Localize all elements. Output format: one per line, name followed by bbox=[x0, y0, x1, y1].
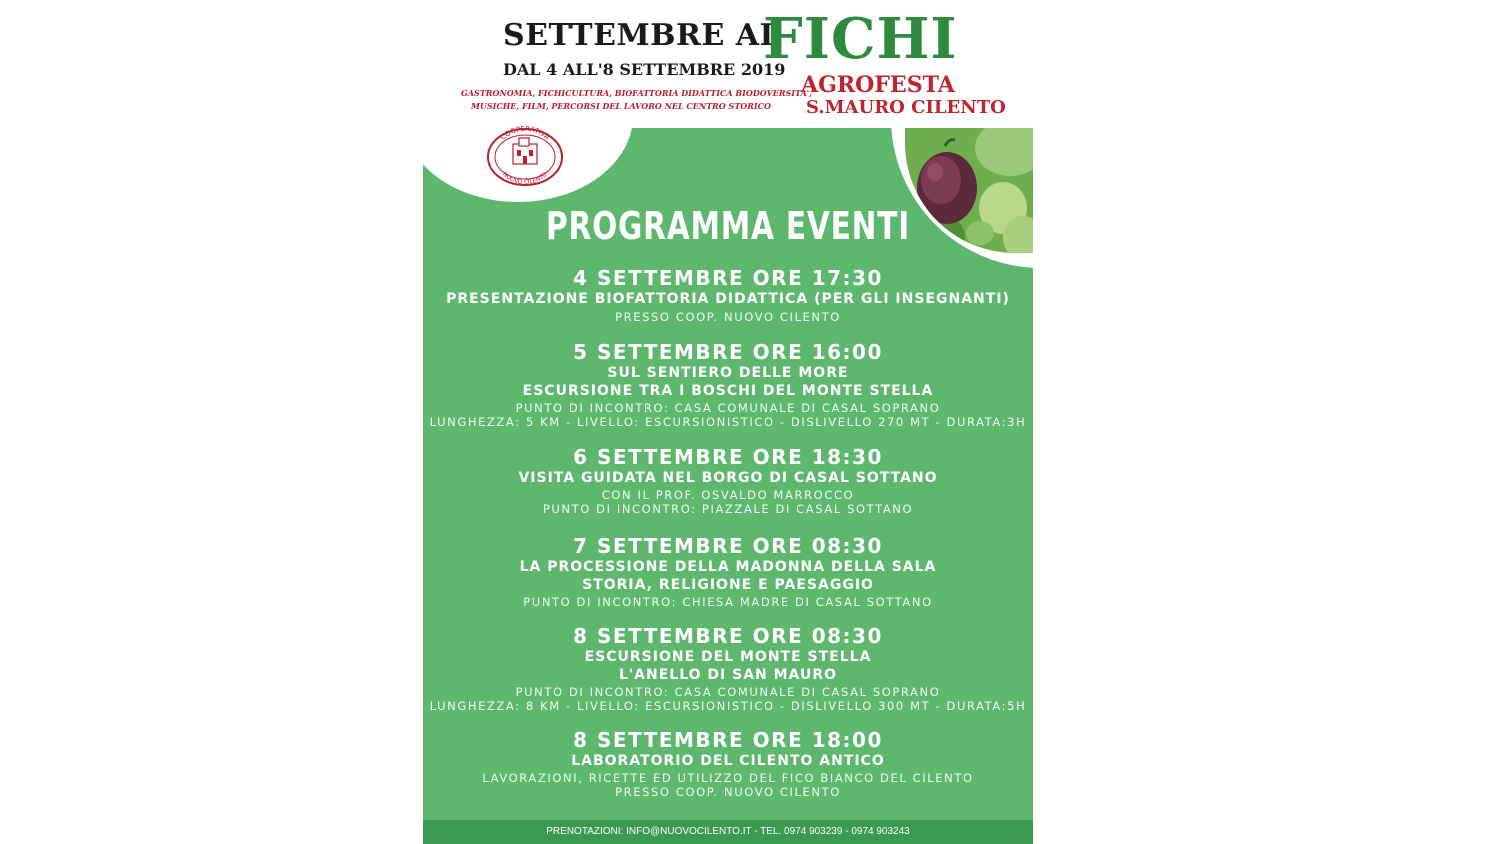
event-4-title-1: LA PROCESSIONE DELLA MADONNA DELLA SALA bbox=[519, 559, 937, 575]
event-4-title-2: STORIA, RELIGIONE E PAESAGGIO bbox=[582, 577, 874, 593]
event-2-title-2: ESCURSIONE TRA I BOSCHI DEL MONTE STELLA bbox=[522, 383, 934, 399]
logo-text-bottom: NUOVO CILENTO bbox=[501, 170, 549, 186]
event-1-title: PRESENTAZIONE BIOFATTORIA DIDATTICA (PER GLI INSEGNANTI) bbox=[446, 291, 1010, 307]
event-2-date: 5 SETTEMBRE ORE 16:00 bbox=[573, 340, 883, 364]
event-poster bbox=[423, 0, 1033, 844]
logo-text-top: COOPERATIVA bbox=[498, 126, 552, 142]
festival-subtitle-line-1: GASTRONOMIA, FICHICULTURA, BIOFATTORIA DIDATTICA BIODOVERSITA', bbox=[461, 88, 813, 98]
poster-title-fichi: FICHI bbox=[763, 6, 958, 72]
cooperative-logo bbox=[486, 126, 564, 186]
event-2-detail-2: LUNGHEZZA: 5 KM - LIVELLO: ESCURSIONISTICO - DISLIVELLO 270 MT - DURATA:3H bbox=[429, 415, 1027, 429]
event-5-detail-1: PUNTO DI INCONTRO: CASA COMUNALE DI CASAL SOPRANO bbox=[515, 685, 941, 699]
event-2-title-1: SUL SENTIERO DELLE MORE bbox=[607, 365, 849, 381]
event-6-detail-1: LAVORAZIONI, RICETTE ED UTILIZZO DEL FICO BIANCO DEL CILENTO bbox=[482, 771, 974, 785]
festival-subtitle-line-2: MUSICHE, FILM, PERCORSI DEL LAVORO NEL CENTRO STORICO bbox=[471, 101, 771, 111]
event-5-detail-2: LUNGHEZZA: 8 KM - LIVELLO: ESCURSIONISTICO - DISLIVELLO 300 MT - DURATA:5H bbox=[429, 699, 1027, 713]
booking-footer: PRENOTAZIONI: INFO@NUOVOCILENTO.IT - TEL. 0974 903239 - 0974 903243 bbox=[423, 820, 1033, 844]
agrofesta-label: AGROFESTA bbox=[801, 72, 955, 98]
event-6-date: 8 SETTEMBRE ORE 18:00 bbox=[573, 728, 883, 752]
event-4-date: 7 SETTEMBRE ORE 08:30 bbox=[573, 534, 883, 558]
event-6-title: LABORATORIO DEL CILENTO ANTICO bbox=[571, 753, 885, 769]
program-title: PROGRAMMA EVENTI bbox=[545, 204, 911, 248]
event-6-detail-2: PRESSO COOP. NUOVO CILENTO bbox=[615, 785, 841, 799]
event-2-detail-1: PUNTO DI INCONTRO: CASA COMUNALE DI CASAL SOPRANO bbox=[515, 401, 941, 415]
festival-location: S.MAURO CILENTO bbox=[806, 97, 1006, 118]
event-5-title-1: ESCURSIONE DEL MONTE STELLA bbox=[584, 649, 872, 665]
event-3-title: VISITA GUIDATA NEL BORGO DI CASAL SOTTANO bbox=[518, 470, 938, 486]
poster-title: SETTEMBRE AI bbox=[503, 18, 775, 53]
event-5-title-2: L'ANELLO DI SAN MAURO bbox=[618, 667, 838, 683]
event-4-detail: PUNTO DI INCONTRO: CHIESA MADRE DI CASAL SOTTANO bbox=[523, 595, 933, 609]
event-5-date: 8 SETTEMBRE ORE 08:30 bbox=[573, 624, 883, 648]
festival-dates: DAL 4 ALL'8 SETTEMBRE 2019 bbox=[503, 60, 786, 79]
event-3-detail-2: PUNTO DI INCONTRO: PIAZZALE DI CASAL SOTTANO bbox=[542, 502, 914, 516]
event-3-date: 6 SETTEMBRE ORE 18:30 bbox=[573, 445, 883, 469]
event-3-detail-1: CON IL PROF. OSVALDO MARROCCO bbox=[601, 488, 855, 502]
event-1-detail: PRESSO COOP. NUOVO CILENTO bbox=[615, 310, 841, 324]
event-1-date: 4 SETTEMBRE ORE 17:30 bbox=[573, 266, 883, 290]
